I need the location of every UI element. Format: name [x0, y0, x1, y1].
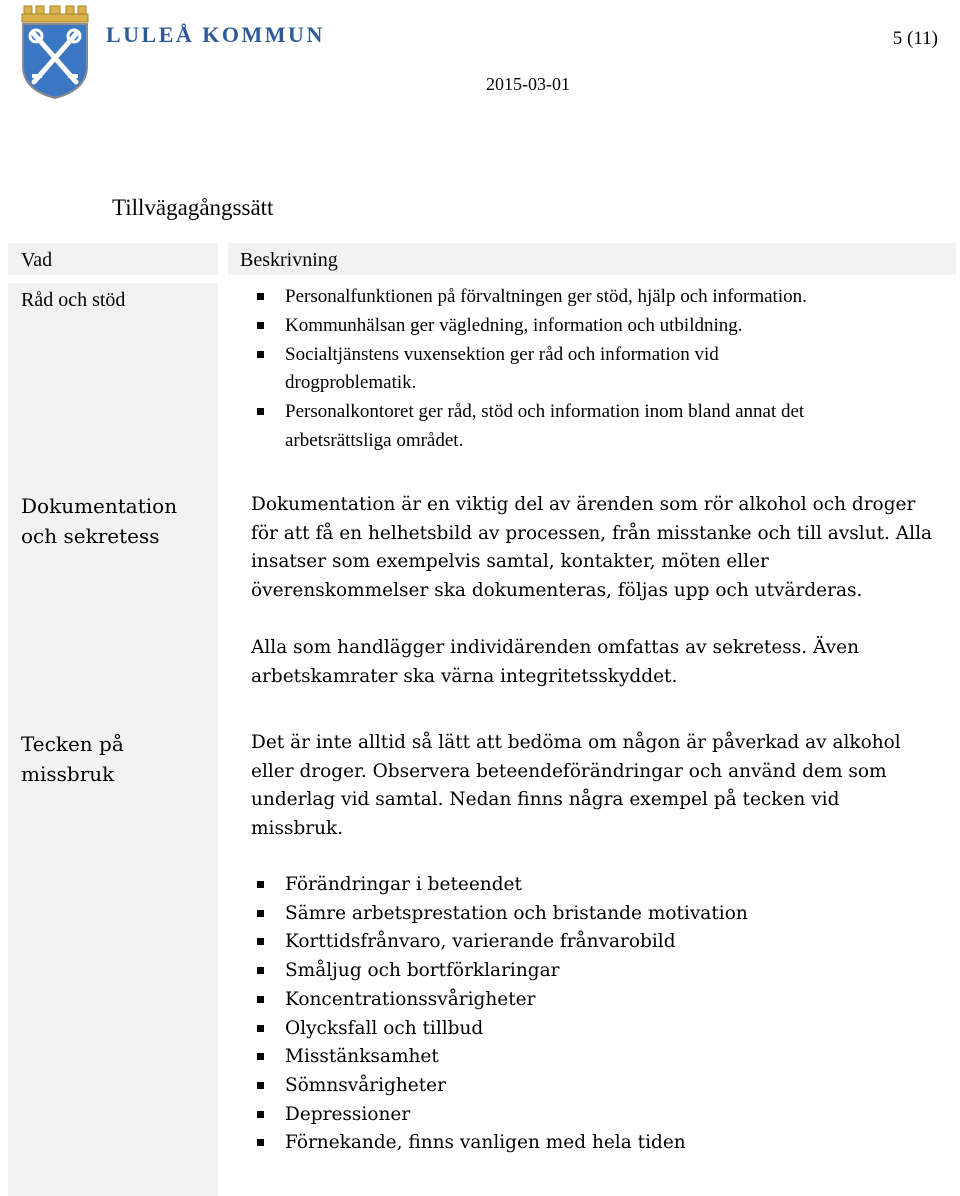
list-item-continuation: arbetsrättsliga området.	[285, 429, 464, 451]
list-item: Sömnsvårigheter	[253, 1072, 748, 1101]
list-item: Koncentrationssvårigheter	[253, 986, 748, 1015]
column-header-beskrivning: Beskrivning	[228, 243, 956, 275]
documentation-paragraph-line: Dokumentation är en viktig del av ärenden som rör alkohol och droger	[251, 494, 916, 515]
signs-intro-line: Det är inte alltid så lätt att bedöma om någon är påverkad av alkohol	[251, 732, 901, 753]
document-date: 2015-03-01	[486, 74, 570, 94]
organization-name: LULEÅ KOMMUN	[106, 22, 325, 47]
list-item-continuation: drogproblematik.	[285, 372, 417, 394]
signs-bullet-list	[253, 871, 748, 1158]
row-label-rad-och-stod: Råd och stöd	[21, 289, 126, 311]
row-label-cell	[8, 717, 218, 1196]
documentation-paragraph-line: överenskommelser ska dokumenteras, följas upp och utvärderas.	[251, 580, 863, 602]
list-item: Småljug och bortförklaringar	[253, 957, 748, 986]
row-label-missbruk: missbruk	[21, 762, 115, 786]
documentation-paragraph-line: insatser som exempelvis samtal, kontakter, möten eller	[251, 551, 769, 573]
list-item: Förnekande, finns vanligen med hela tiden	[253, 1129, 748, 1158]
confidentiality-paragraph-line: Alla som handlägger individärenden omfattas av sekretess. Även	[251, 637, 859, 658]
confidentiality-paragraph-line: arbetskamrater ska värna integritetsskyddet.	[251, 665, 678, 687]
list-item: Kommunhälsan ger vägledning, information och utbildning.	[253, 312, 807, 341]
section-title: Tillvägagångssätt	[112, 195, 274, 220]
signs-intro-line: underlag vid samtal. Nedan finns några exempel på tecken vid	[251, 789, 840, 811]
row-label-sekretess: och sekretess	[21, 524, 160, 548]
luleå-coat-of-arms-logo	[20, 4, 90, 100]
list-item: Korttidsfrånvaro, varierande frånvarobild	[253, 928, 748, 957]
row-label-tecken-pa: Tecken på	[21, 732, 124, 756]
list-item: Personalkontoret ger råd, stöd och information inom bland annat det	[253, 398, 807, 427]
page-number: 5 (11)	[892, 28, 938, 49]
list-item: Förändringar i beteendet	[253, 871, 748, 900]
column-header-vad: Vad	[8, 243, 218, 275]
documentation-paragraph-line: för att få en helhetsbild av processen, från misstanke och till avslut. Alla	[251, 522, 933, 544]
row-description-cell	[228, 717, 956, 1196]
list-item: Misstänksamhet	[253, 1043, 748, 1072]
row-label-dokumentation: Dokumentation	[21, 494, 178, 518]
signs-intro-line: eller droger. Observera beteendeförändringar och använd dem som	[251, 760, 887, 782]
list-item: Depressioner	[253, 1101, 748, 1130]
signs-intro-line: missbruk.	[251, 818, 344, 840]
list-item: Socialtjänstens vuxensektion ger råd och information vid	[253, 341, 807, 370]
support-bullet-list	[253, 283, 807, 456]
list-item: Sämre arbetsprestation och bristande motivation	[253, 900, 748, 929]
list-item: Personalfunktionen på förvaltningen ger stöd, hjälp och information.	[253, 283, 807, 312]
list-item: Olycksfall och tillbud	[253, 1015, 748, 1044]
